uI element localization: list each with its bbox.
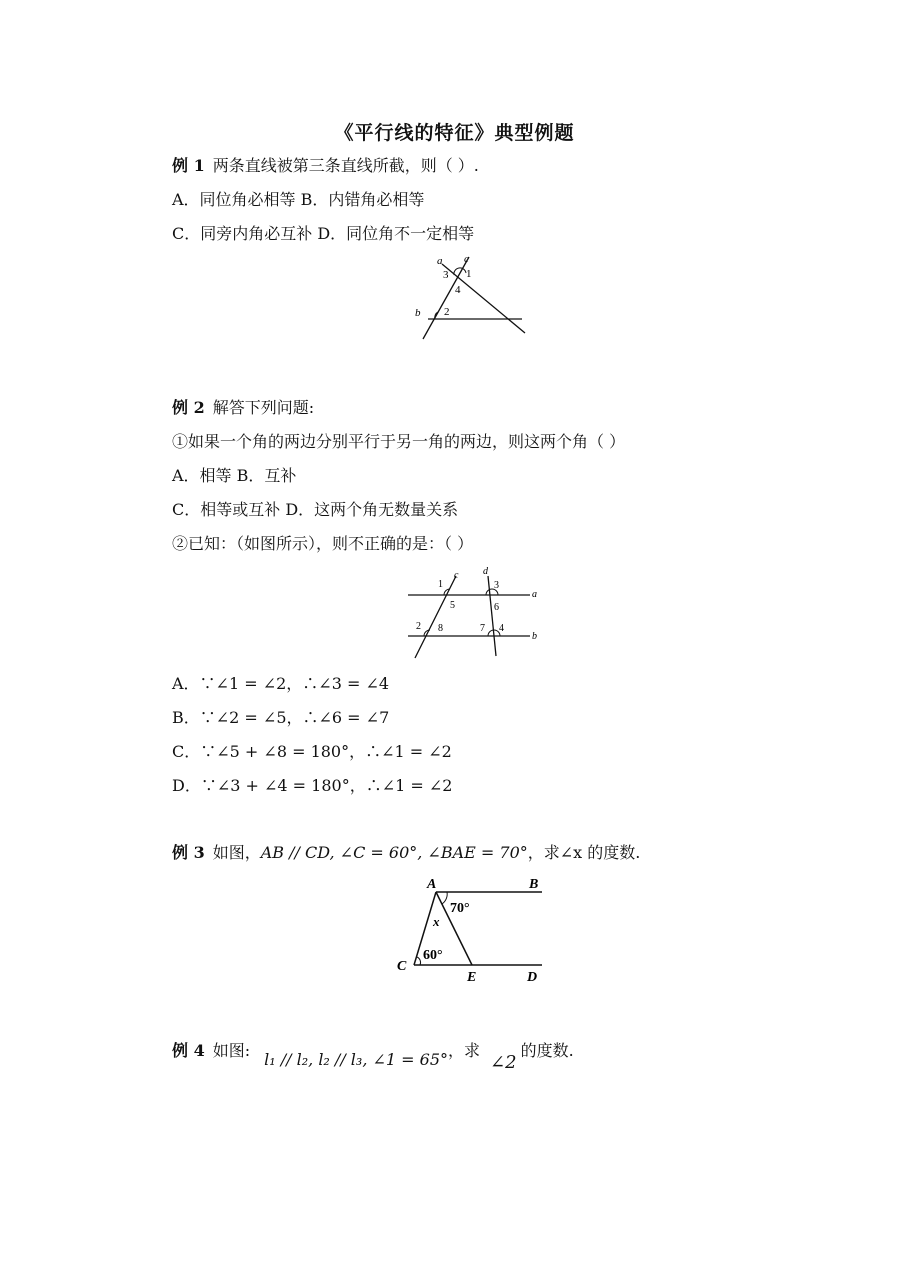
fig2-label-6: 6 [494, 602, 499, 613]
fig2-label-c: c [454, 570, 459, 581]
fig3-label-b: B [529, 877, 539, 892]
fig3-label-d: D [527, 970, 538, 985]
fig2-label-1: 1 [438, 579, 443, 590]
fig2-label-7: 7 [480, 623, 485, 634]
example-4-math: l₁ // l₂, l₂ // l₃, ∠1 = 65° [264, 1050, 449, 1069]
example-2-option-a: A．∵∠1 = ∠2，∴∠3 = ∠4 [172, 674, 390, 693]
fig2-label-2: 2 [416, 621, 421, 632]
example-2-q2: ②已知：（如图所示），则不正确的是：（ ） [172, 534, 474, 553]
fig3-label-70: 70° [450, 901, 470, 916]
fig3-label-c: C [397, 959, 407, 974]
example-3-suffix: ，求∠x 的度数. [527, 843, 641, 862]
fig2-label-d: d [483, 566, 488, 577]
example-1-options-ab: A．同位角必相等 B．内错角必相等 [172, 190, 425, 209]
page-title: 《平行线的特征》典型例题 [334, 122, 575, 144]
example-3-question [172, 843, 640, 863]
example-2-option-b: B．∵∠2 = ∠5，∴∠6 = ∠7 [172, 708, 390, 727]
fig1-label-b: b [415, 307, 421, 319]
example-3-label: 例 3 [172, 843, 205, 862]
example-4-question [172, 1041, 574, 1073]
example-4-suffix: 的度数. [520, 1041, 574, 1060]
example-1-question [172, 156, 479, 176]
fig3-label-a: A [427, 877, 437, 892]
example-1-options-cd: C．同旁内角必互补 D．同位角不一定相等 [172, 224, 475, 243]
example-2-option-c: C．∵∠5 + ∠8 = 180°，∴∠1 = ∠2 [172, 742, 452, 761]
example-2-q1-options-ab: A．相等 B．互补 [172, 466, 297, 485]
example-2-option-d: D．∵∠3 + ∠4 = 180°，∴∠1 = ∠2 [172, 776, 453, 795]
example-4-angle: ∠2 [490, 1052, 517, 1073]
example-2-question [172, 398, 314, 418]
example-2-text: 解答下列问题: [212, 398, 315, 417]
example-4-label: 例 4 [172, 1041, 205, 1060]
example-2-figure [400, 564, 545, 662]
example-2-label: 例 2 [172, 398, 205, 417]
fig1-label-3: 3 [443, 269, 449, 281]
fig1-label-4: 4 [455, 284, 461, 296]
fig2-label-5: 5 [450, 600, 455, 611]
fig1-label-2: 2 [444, 306, 450, 318]
fig3-label-x: x [433, 914, 440, 929]
fig1-label-c: c [464, 253, 469, 265]
example-2-q1-options-cd: C．相等或互补 D．这两个角无数量关系 [172, 500, 459, 519]
example-3-math: AB // CD, ∠C = 60°, ∠BAE = 70° [260, 843, 528, 862]
example-4-prefix: 如图: [212, 1041, 251, 1060]
fig2-label-b: b [532, 631, 537, 642]
fig1-label-1: 1 [466, 268, 472, 280]
fig2-label-3: 3 [494, 580, 499, 591]
example-1-figure [410, 253, 535, 343]
fig2-label-4: 4 [499, 623, 504, 634]
example-4-mid: ，求 [448, 1041, 481, 1060]
fig2-label-8: 8 [438, 623, 443, 634]
example-1-label: 例 1 [172, 156, 205, 175]
fig1-label-a: a [437, 255, 443, 267]
example-1-text: 两条直线被第三条直线所截，则（ ）. [212, 156, 479, 175]
example-2-q1: ①如果一个角的两边分别平行于另一角的两边，则这两个角（ ） [172, 432, 626, 451]
example-3-prefix: 如图， [212, 843, 261, 862]
example-3-figure [392, 872, 552, 988]
fig3-label-e: E [467, 970, 477, 985]
fig2-label-a: a [532, 589, 537, 600]
fig3-label-60: 60° [423, 948, 443, 963]
